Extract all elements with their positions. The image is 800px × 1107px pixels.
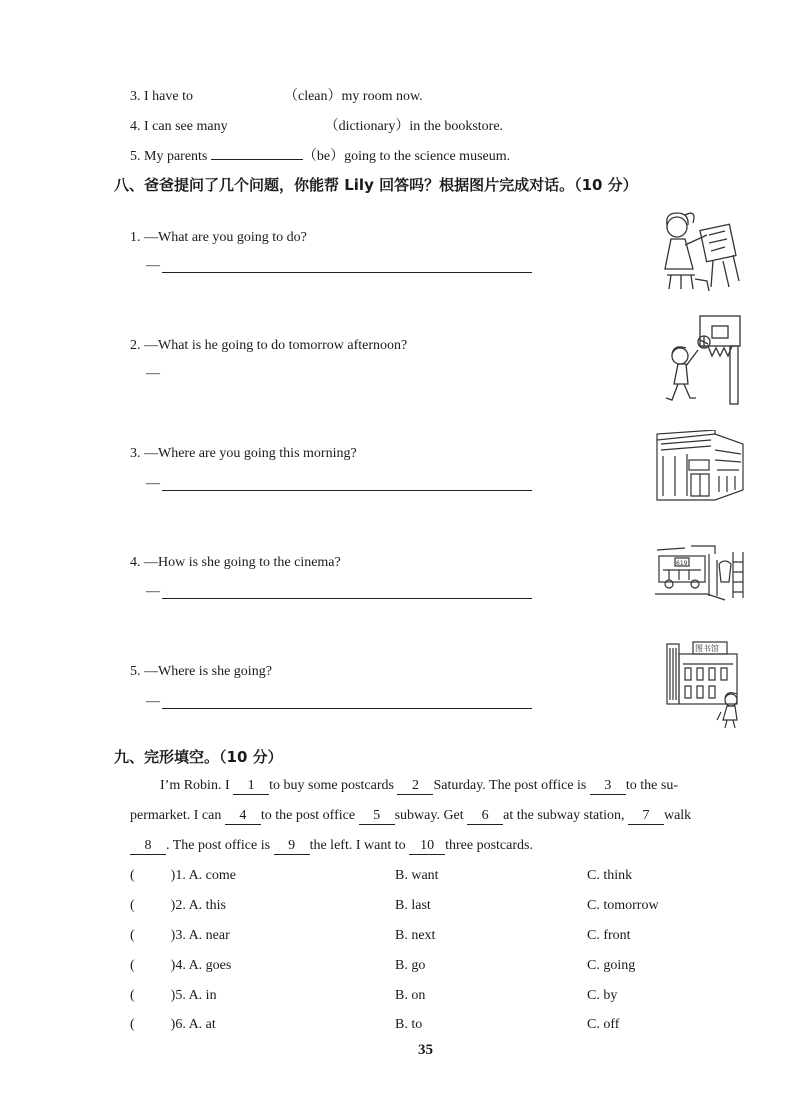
q7-3: [130, 85, 423, 105]
option-c: C. tomorrow: [587, 898, 659, 913]
option-row: [130, 868, 236, 884]
q7-4: [130, 115, 503, 135]
passage-1-seg-d: to the su-: [625, 778, 678, 793]
answer-paren-close: ): [170, 868, 176, 883]
q8-3-dash: —: [146, 476, 160, 491]
section-8-title: 八、爸爸提问了几个问题，你能帮 Lily 回答吗？根据图片完成对话。（10 分）: [114, 176, 638, 194]
q7-5-blank[interactable]: [211, 145, 303, 160]
option-c: C. going: [587, 958, 636, 973]
q8-4-question: 4. —How is she going to the cinema?: [130, 555, 341, 570]
q8-1-dash: —: [146, 258, 160, 273]
q8-5-question: 5. —Where is she going?: [130, 664, 272, 679]
q7-5-hint: （be）going to the science museum.: [302, 149, 511, 164]
section-9-title: 九、完形填空。（10 分）: [114, 748, 283, 766]
cloze-blank-1[interactable]: 1: [233, 778, 269, 795]
q8-4-answer-line[interactable]: [162, 598, 532, 599]
passage-3-seg-a: . The post office is: [166, 838, 271, 853]
option-b: B. last: [395, 898, 431, 913]
option-a: 2. A. this: [175, 898, 226, 913]
option-b: B. next: [395, 928, 436, 943]
passage-1-seg-b: to buy some postcards: [269, 778, 394, 793]
library-sign: 图书馆: [695, 644, 719, 653]
page-number: 35: [418, 1042, 433, 1058]
option-row: [130, 958, 231, 974]
cloze-blank-7[interactable]: 7: [628, 808, 664, 825]
passage-2-seg-c: subway. Get: [394, 808, 464, 823]
q8-3-answer-line[interactable]: [162, 490, 532, 491]
answer-paren-open: (: [130, 988, 135, 1003]
boy-basketball-illustration: [660, 312, 750, 407]
option-a: 6. A. at: [175, 1017, 216, 1032]
option-b: B. to: [395, 1017, 423, 1032]
option-a: 3. A. near: [175, 928, 230, 943]
q8-5-answer-line[interactable]: [162, 708, 532, 709]
answer-paren-close: ): [170, 958, 176, 973]
q7-5: [130, 145, 510, 165]
q8-3-question: 3. —Where are you going this morning?: [130, 446, 357, 461]
option-a: 1. A. come: [175, 868, 236, 883]
passage-line-3: [130, 838, 533, 855]
street-bus-illustration: [655, 542, 747, 602]
option-a: 5. A. in: [175, 988, 217, 1003]
q7-3-hint: （clean）my room now.: [283, 89, 423, 104]
girl-painting-illustration: [655, 205, 745, 295]
option-c: C. think: [587, 868, 633, 883]
q8-2-dash: —: [146, 366, 160, 381]
q8-5-dash: —: [146, 694, 160, 709]
shop-building-illustration: [655, 430, 747, 505]
option-row: [130, 928, 230, 944]
q8-2-question: 2. —What is he going to do tomorrow afternoon?: [130, 338, 408, 353]
answer-paren-open: (: [130, 868, 135, 883]
q7-4-hint: （dictionary）in the bookstore.: [324, 119, 504, 134]
option-row: [130, 1017, 216, 1033]
answer-paren-open: (: [130, 898, 135, 913]
q7-4-text: 4. I can see many: [130, 119, 228, 134]
q7-5-text: 5. My parents: [130, 149, 208, 164]
bus-sign: 619: [676, 560, 688, 567]
passage-line-1: [160, 778, 678, 795]
option-row: [130, 988, 217, 1004]
cloze-blank-8[interactable]: 8: [130, 838, 166, 855]
library-girl-illustration: [665, 640, 747, 728]
passage-2-seg-a: permarket. I can: [130, 808, 222, 823]
passage-line-2: [130, 808, 691, 825]
option-c: C. off: [587, 1017, 620, 1032]
passage-3-seg-b: the left. I want to: [309, 838, 406, 853]
q8-4-dash: —: [146, 584, 160, 599]
answer-paren-close: ): [170, 988, 176, 1003]
q7-3-text: 3. I have to: [130, 89, 193, 104]
cloze-blank-4[interactable]: 4: [225, 808, 261, 825]
q8-1-question: 1. —What are you going to do?: [130, 230, 307, 245]
option-c: C. front: [587, 928, 631, 943]
option-row: [130, 898, 226, 914]
option-c: C. by: [587, 988, 618, 1003]
answer-paren-close: ): [170, 1017, 176, 1032]
answer-paren-open: (: [130, 1017, 135, 1032]
cloze-blank-2[interactable]: 2: [397, 778, 433, 795]
passage-1-seg-c: Saturday. The post office is: [433, 778, 587, 793]
passage-3-seg-c: three postcards.: [445, 838, 533, 853]
cloze-blank-3[interactable]: 3: [590, 778, 626, 795]
cloze-blank-9[interactable]: 9: [274, 838, 310, 855]
passage-2-seg-b: to the post office: [260, 808, 356, 823]
q8-1-answer-line[interactable]: [162, 272, 532, 273]
answer-paren-open: (: [130, 928, 135, 943]
cloze-blank-6[interactable]: 6: [467, 808, 503, 825]
answer-paren-close: ): [170, 898, 176, 913]
passage-2-seg-e: walk: [663, 808, 692, 823]
passage-2-seg-d: at the subway station,: [503, 808, 625, 823]
option-b: B. go: [395, 958, 426, 973]
passage-1-seg-a: I’m Robin. I: [160, 778, 230, 793]
cloze-blank-10[interactable]: 10: [409, 838, 445, 855]
option-b: B. want: [395, 868, 439, 883]
answer-paren-close: ): [170, 928, 176, 943]
option-b: B. on: [395, 988, 426, 1003]
option-a: 4. A. goes: [175, 958, 232, 973]
cloze-blank-5[interactable]: 5: [359, 808, 395, 825]
answer-paren-open: (: [130, 958, 135, 973]
